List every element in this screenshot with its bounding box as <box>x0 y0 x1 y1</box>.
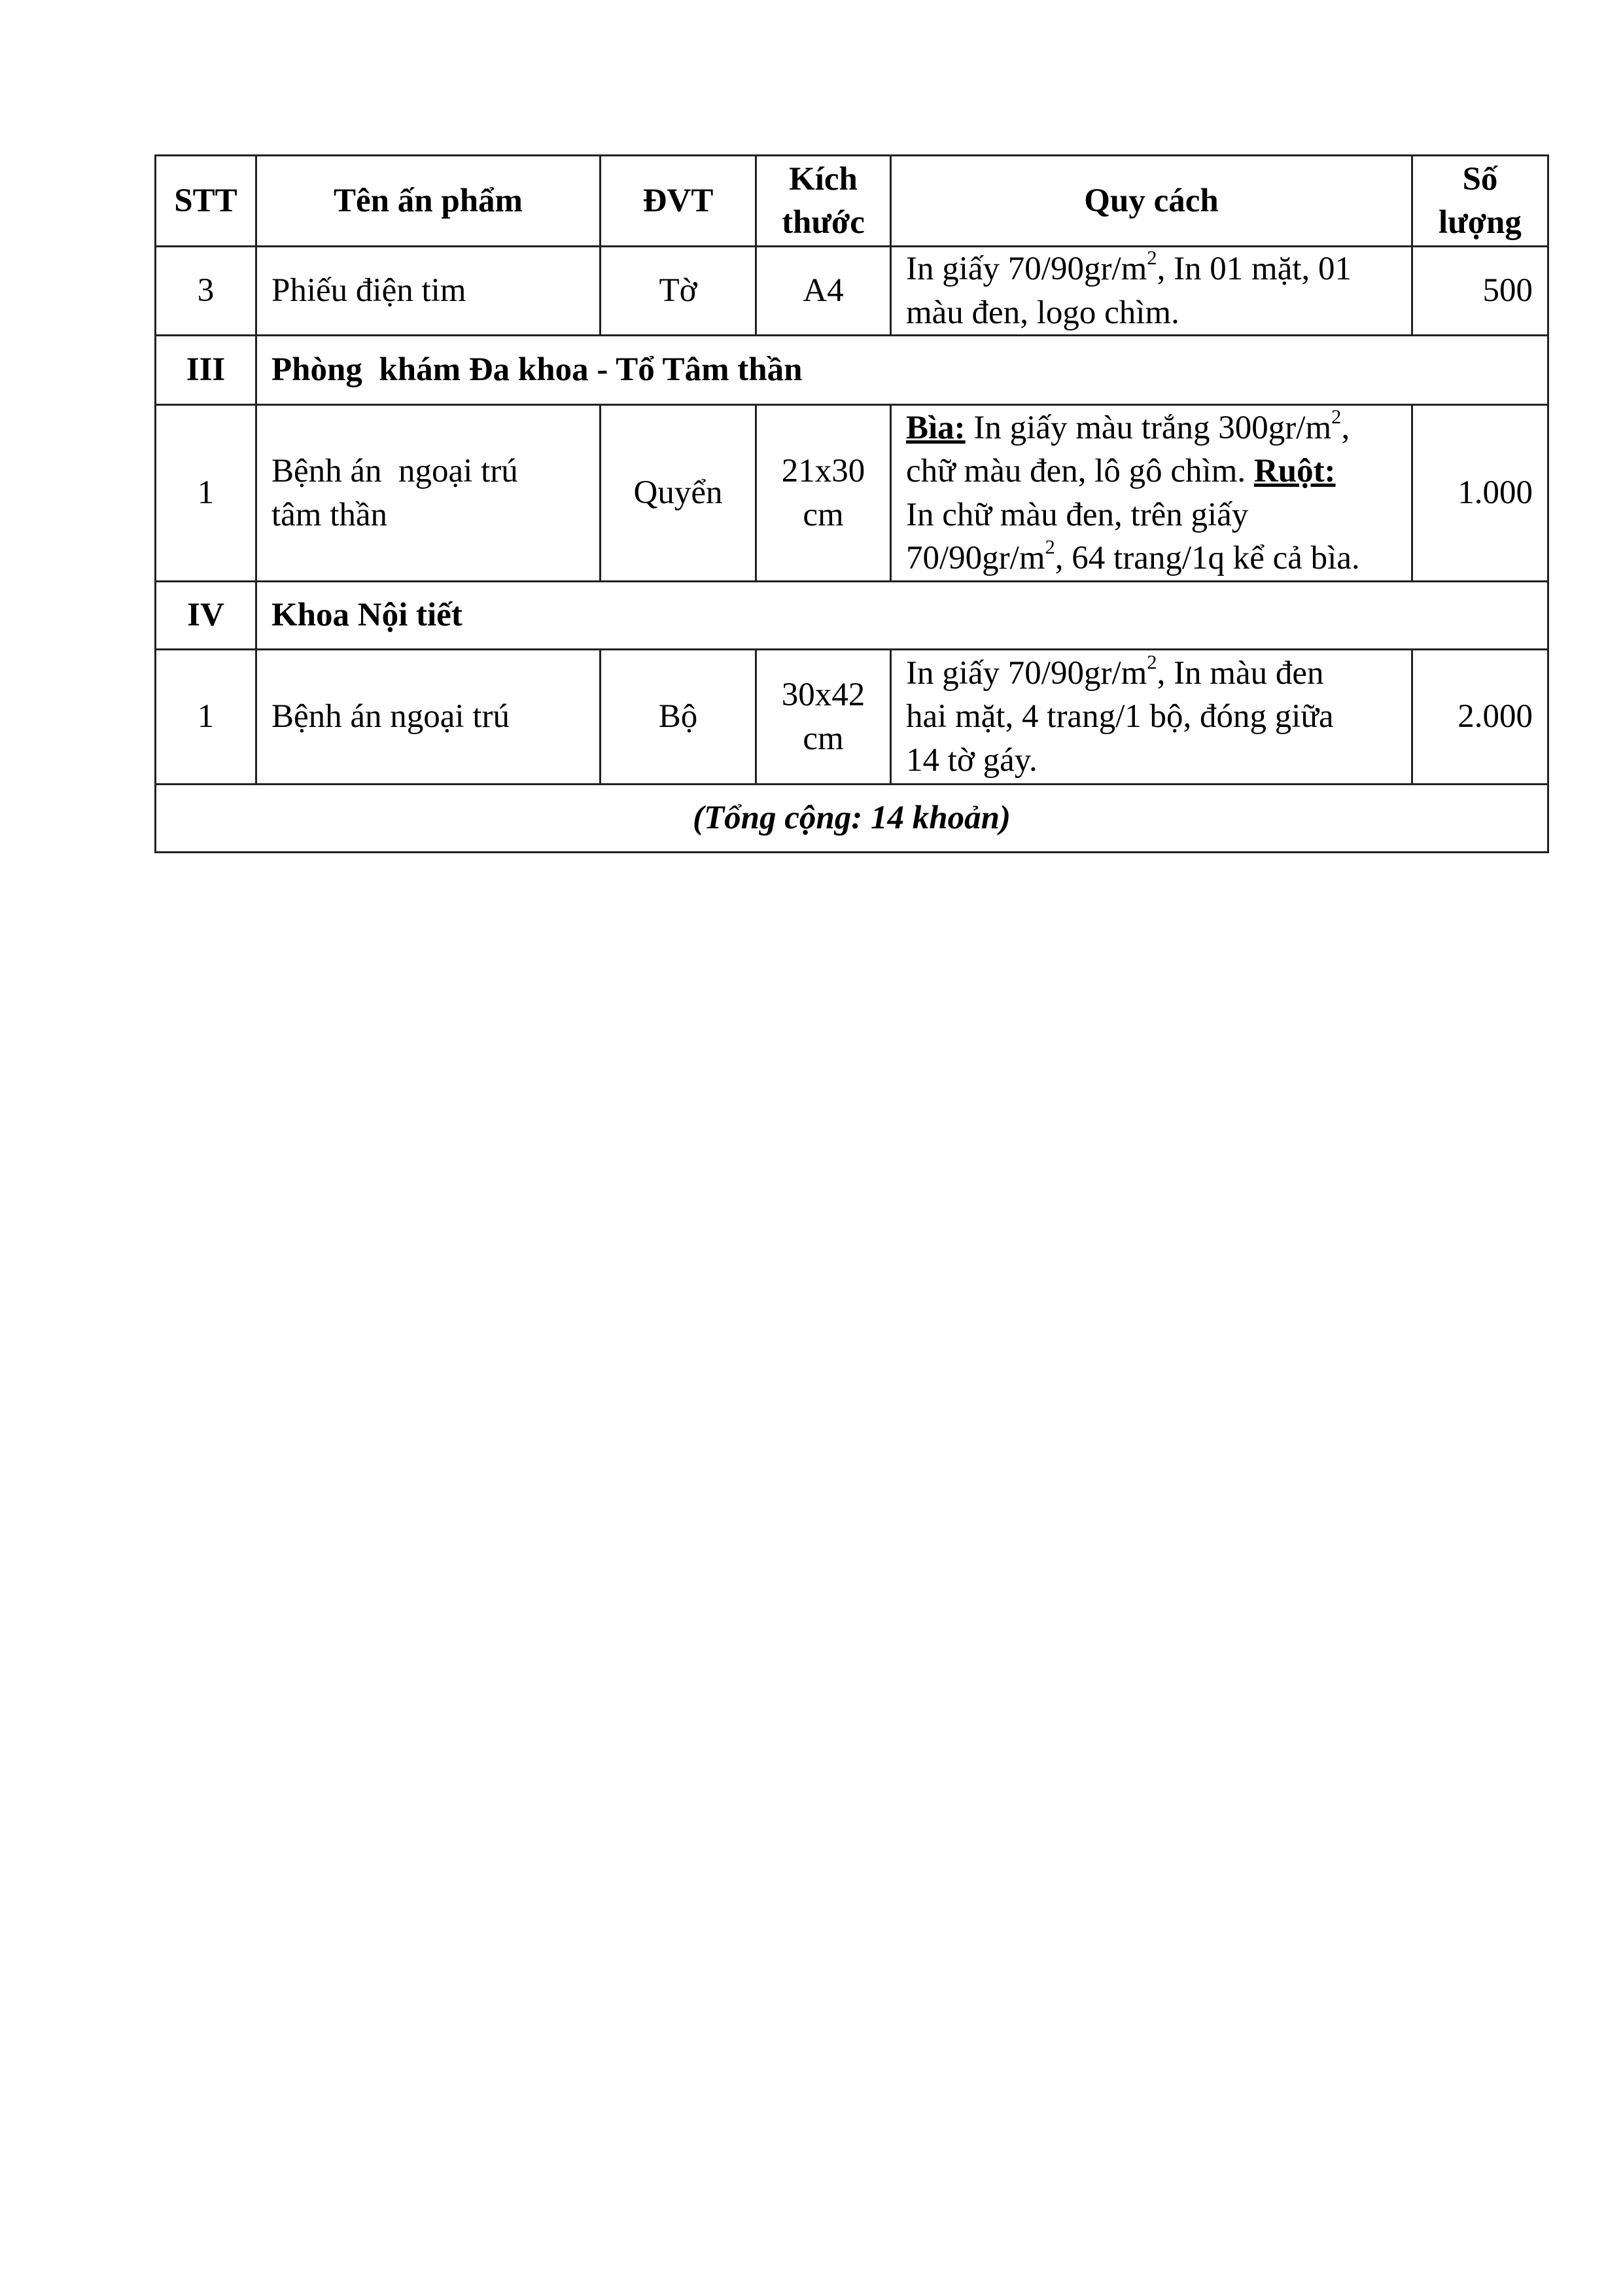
row-spec-line <box>906 247 1397 291</box>
row-spec-text: màu đen, logo chìm. <box>906 294 1179 331</box>
header-qty-line1: Số <box>1462 160 1498 198</box>
row-spec-text: hai mặt, 4 trang/1 bộ, đóng giữa <box>906 698 1334 735</box>
row-size: A4 <box>756 247 891 336</box>
row-spec <box>891 650 1412 785</box>
row-unit: Quyển <box>601 405 756 582</box>
row-spec-text: In chữ màu đen, trên giấy <box>906 496 1249 533</box>
row-spec-text: In giấy màu trắng 300gr/m <box>965 409 1332 446</box>
row-spec-line <box>906 652 1397 695</box>
row-spec-text: , In màu đen <box>1157 655 1324 692</box>
row-size-line: cm <box>803 496 844 533</box>
row-spec-line <box>906 450 1397 493</box>
header-unit: ĐVT <box>601 156 756 247</box>
row-name-line: tâm thần <box>271 496 388 533</box>
row-spec-line <box>906 406 1397 450</box>
row-spec-text: , 64 trang/1q kể cả bìa. <box>1055 539 1360 576</box>
header-qty-line2: lượng <box>1439 204 1522 241</box>
row-name: Phiếu điện tim <box>256 247 601 336</box>
row-name-line: Bệnh án ngoại trú <box>271 453 518 490</box>
row-spec-line <box>906 537 1397 580</box>
row-spec-superscript: 2 <box>1331 405 1342 428</box>
section-stt: III <box>156 336 256 405</box>
row-spec-superscript: 2 <box>1147 651 1157 674</box>
spec-cover-label: Bìa: <box>906 409 966 446</box>
row-stt: 1 <box>156 650 256 785</box>
row-spec-text: In giấy 70/90gr/m <box>906 251 1147 288</box>
header-qty <box>1412 156 1548 247</box>
row-spec-text: , In 01 mặt, 01 <box>1157 251 1352 288</box>
row-spec-text: In giấy 70/90gr/m <box>906 655 1147 692</box>
row-spec <box>891 405 1412 582</box>
row-spec-text: , <box>1341 409 1350 446</box>
row-unit: Bộ <box>601 650 756 785</box>
section-title: Phòng khám Đa khoa - Tổ Tâm thần <box>256 336 1548 405</box>
total-label: (Tổng cộng: 14 khoản) <box>156 785 1548 853</box>
row-size <box>756 405 891 582</box>
table-header-row <box>156 156 1548 247</box>
table-row <box>156 405 1548 582</box>
header-size-line2: thước <box>782 204 865 241</box>
section-title: Khoa Nội tiết <box>256 582 1548 650</box>
total-row <box>156 785 1548 853</box>
row-name: Bệnh án ngoại trú <box>256 650 601 785</box>
row-spec-superscript: 2 <box>1147 247 1157 270</box>
print-items-table <box>154 154 1549 853</box>
spec-inner-label: Ruột: <box>1253 453 1336 490</box>
row-stt: 3 <box>156 247 256 336</box>
header-stt: STT <box>156 156 256 247</box>
row-spec-text: chữ màu đen, lô gô chìm. <box>906 453 1254 490</box>
row-stt: 1 <box>156 405 256 582</box>
row-spec-superscript: 2 <box>1045 535 1055 558</box>
row-spec <box>891 247 1412 336</box>
header-spec: Quy cách <box>891 156 1412 247</box>
row-size-line: cm <box>803 720 844 757</box>
header-size <box>756 156 891 247</box>
row-spec-text: 70/90gr/m <box>906 539 1045 576</box>
row-qty: 1.000 <box>1412 405 1548 582</box>
row-size-line: 30x42 <box>781 677 865 714</box>
row-name <box>256 405 601 582</box>
header-name: Tên ấn phẩm <box>256 156 601 247</box>
section-stt: IV <box>156 582 256 650</box>
row-qty: 500 <box>1412 247 1548 336</box>
row-unit: Tờ <box>601 247 756 336</box>
row-size-line: 21x30 <box>781 453 865 490</box>
header-size-line1: Kích <box>789 160 858 198</box>
section-row <box>156 336 1548 405</box>
section-row <box>156 582 1548 650</box>
table-row <box>156 650 1548 785</box>
row-size <box>756 650 891 785</box>
row-spec-text: 14 tờ gáy. <box>906 741 1038 779</box>
table-row <box>156 247 1548 336</box>
row-qty: 2.000 <box>1412 650 1548 785</box>
